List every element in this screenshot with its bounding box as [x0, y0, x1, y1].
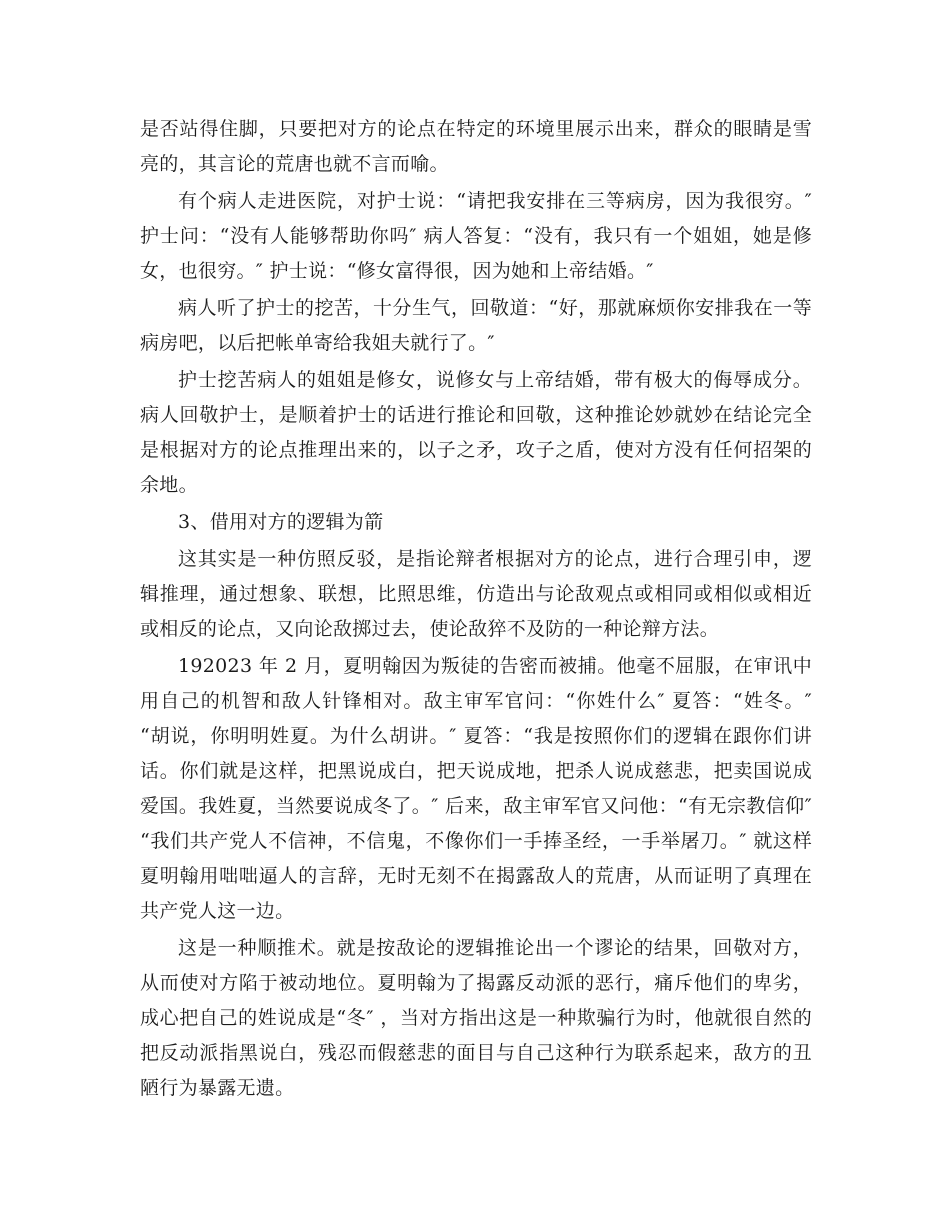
document-body [140, 112, 812, 1108]
section-heading: 3、借用对方的逻辑为箭 [178, 511, 384, 533]
paragraph-analysis: 护士挖苦病人的姐姐是修女，说修女与上帝结婚，带有极大的侮辱成分。病人回敬护士，是顺着护士的话进行推论和回敬，这种推论妙就妙在结论完全是根据对方的论点推理出来的，以子之矛，攻子之盾，使对方没有任何招架的余地。 [140, 369, 812, 496]
paragraph-definition: 这其实是一种仿照反驳，是指论辩者根据对方的论点，进行合理引申，逻辑推理，通过想象、联想，比照思维，仿造出与论敌观点或相同或相似或相近或相反的论点，又向论敌掷过去，使论敌猝不及防的一种论辩方法。 [140, 548, 812, 640]
paragraph-patient-story: 有个病人走进医院，对护士说：“请把我安排在三等病房，因为我很穷。″ 护士问：“没有人能够帮助你吗″ 病人答复：“没有，我只有一个姐姐，她是修女，也很穷。″ 护士说：“修女富得很，因为她和上帝结婚。″ [140, 190, 812, 282]
paragraph-conclusion: 这是一种顺推术。就是按敌论的逻辑推论出一个谬论的结果，回敬对方，从而使对方陷于被动地位。夏明翰为了揭露反动派的恶行，痛斥他们的卑劣，成心把自己的姓说成是“冬″ ，当对方指出这是一种欺骗行为时，他就很自然的把反动派指黑说白，残忍而假慈悲的面目与自己这种行为联系起来，敌方的丑陋行为暴露无遗。 [140, 937, 812, 1099]
paragraph-continuation: 是否站得住脚，只要把对方的论点在特定的环境里展示出来，群众的眼睛是雪亮的，其言论的荒唐也就不言而喻。 [140, 118, 812, 175]
paragraph-xia-minghan-story: 192023 年 2 月，夏明翰因为叛徒的告密而被捕。他毫不屈服，在审讯中用自己的机智和敌人针锋相对。敌主审军官问：“你姓什么″ 夏答：“姓冬。″ “胡说，你明明姓夏。为什么胡讲。″ 夏答：“我是按照你们的逻辑在跟你们讲话。你们就是这样，把黑说成白，把天说成地，把杀人说成慈悲，把卖国说成爱国。我姓夏，当然要说成冬了。″ 后来，敌主审军官又问他：“有无宗教信仰″ “我们共产党人不信神，不信鬼，不像你们一手捧圣经，一手举屠刀。″ 就这样夏明翰用咄咄逼人的言辞，无时无刻不在揭露敌人的荒唐，从而证明了真理在共产党人这一边。 [140, 655, 812, 922]
paragraph-patient-reply: 病人听了护士的挖苦，十分生气，回敬道：“好，那就麻烦你安排我在一等病房吧，以后把帐单寄给我姐夫就行了。″ [140, 297, 812, 354]
